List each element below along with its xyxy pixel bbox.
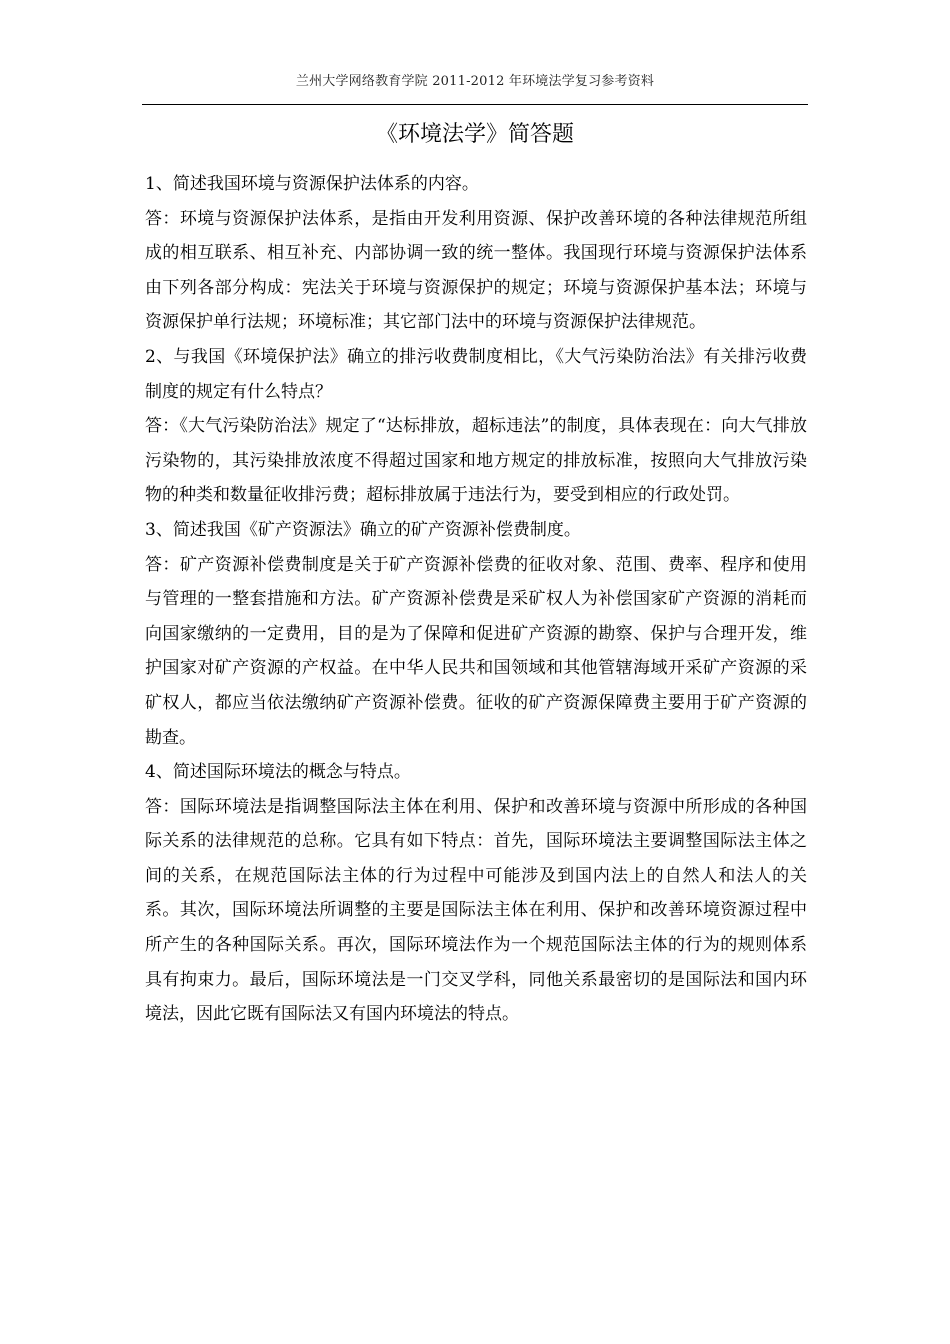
question-2: 2、与我国《环境保护法》确立的排污收费制度相比，《大气污染防治法》有关排污收费制度的规定有什么特点？: [145, 346, 807, 402]
answer-3: 答：矿产资源补偿费制度是关于矿产资源补偿费的征收对象、范围、费率、程序和使用与管理的一整套措施和方法。矿产资源补偿费是采矿权人为补偿国家矿产资源的消耗而向国家缴纳的一定费用，目的是为了保障和促进矿产资源的勘察、保护与合理开发，维护国家对矿产资源的产权益。在中华人民共和国领域和其他管辖海域开采矿产资源的采矿权人，都应当依法缴纳矿产资源补偿费。征收的矿产资源保障费主要用于矿产资源的勘查。: [145, 554, 807, 748]
page-title: 《环境法学》简答题: [375, 122, 574, 147]
question-1: 1、简述我国环境与资源保护法体系的内容。: [145, 174, 479, 194]
page-header: 兰州大学网络教育学院 2011-2012 年环境法学复习参考资料: [295, 74, 655, 89]
document-body: [145, 167, 807, 1032]
question-4: 4、简述国际环境法的概念与特点。: [145, 762, 411, 783]
header-divider: [142, 104, 808, 105]
question-3: 3、简述我国《矿产资源法》确立的矿产资源补偿费制度。: [145, 519, 581, 540]
answer-1: 答：环境与资源保护法体系，是指由开发利用资源、保护改善环境的各种法律规范所组成的相互联系、相互补充、内部协调一致的统一整体。我国现行环境与资源保护法体系由下列各部分构成：宪法关于环境与资源保护的规定；环境与资源保护基本法；环境与资源保护单行法规；环境标准；其它部门法中的环境与资源保护法律规范。: [145, 208, 807, 333]
answer-4: 答：国际环境法是指调整国际法主体在利用、保护和改善环境与资源中所形成的各种国际关系的法律规范的总称。它具有如下特点：首先，国际环境法主要调整国际法主体之间的关系，在规范国际法主体的行为过程中可能涉及到国内法上的自然人和法人的关系。其次，国际环境法所调整的主要是国际法主体在利用、保护和改善环境资源过程中所产生的各种国际关系。再次，国际环境法作为一个规范国际法主体的行为的规则体系具有拘束力。最后，国际环境法是一门交叉学科，同他关系最密切的是国际法和国内环境法，因此它既有国际法又有国内环境法的特点。: [145, 796, 807, 1025]
answer-2: 答：《大气污染防治法》规定了“达标排放，超标违法”的制度，具体表现在：向大气排放污染物的，其污染排放浓度不得超过国家和地方规定的排放标准，按照向大气排放污染物的种类和数量征收排污费；超标排放属于违法行为，要受到相应的行政处罚。: [145, 416, 807, 506]
